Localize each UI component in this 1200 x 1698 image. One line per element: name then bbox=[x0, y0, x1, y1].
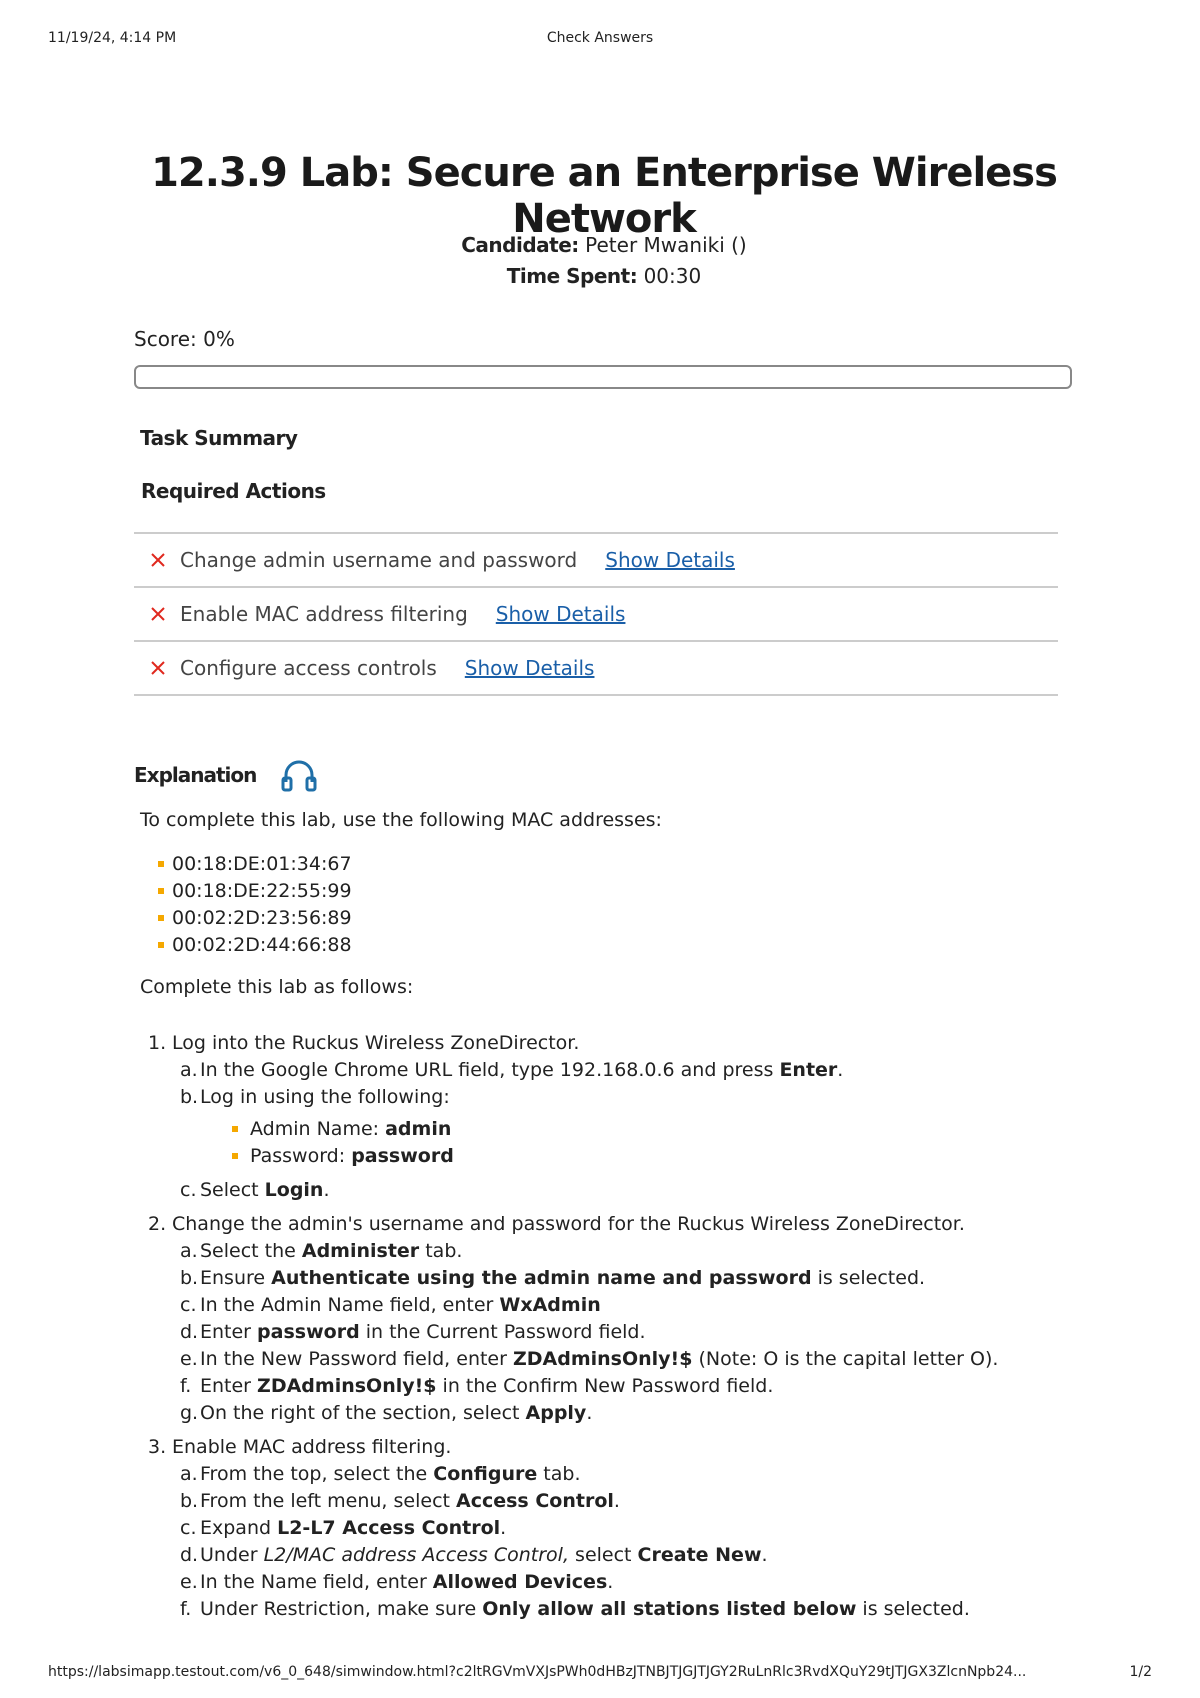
credential-item bbox=[232, 1143, 1074, 1170]
substep-text: . bbox=[607, 1571, 614, 1593]
substep-letter: c. bbox=[180, 1294, 197, 1316]
substep bbox=[172, 1265, 1074, 1292]
step-number: 1. bbox=[148, 1032, 167, 1054]
substeps bbox=[172, 1057, 1074, 1204]
substep-text: is selected. bbox=[811, 1267, 926, 1289]
substep-bold: ZDAdminsOnly!$ bbox=[257, 1375, 437, 1397]
substep-bold: L2-L7 Access Control bbox=[277, 1517, 501, 1539]
substep-text: In the Google Chrome URL field, type 192.168.0.6 and press bbox=[200, 1059, 780, 1081]
substep bbox=[172, 1488, 1074, 1515]
action-label: Enable MAC address filtering bbox=[180, 602, 468, 626]
action-row bbox=[134, 534, 1058, 588]
lab-title: 12.3.9 Lab: Secure an Enterprise Wireless Network bbox=[151, 150, 1057, 242]
substep-letter: d. bbox=[180, 1321, 199, 1343]
substep bbox=[172, 1515, 1074, 1542]
show-details-link[interactable]: Show Details bbox=[495, 602, 626, 626]
fail-x-icon bbox=[148, 550, 168, 570]
substep-text: . bbox=[613, 1490, 620, 1512]
substep-text: Enter bbox=[200, 1321, 258, 1343]
score-progress-bar bbox=[134, 365, 1072, 389]
lab-steps bbox=[134, 1030, 1074, 1623]
substep-text: Log in using the following: bbox=[200, 1086, 450, 1108]
print-title: Check Answers bbox=[546, 30, 654, 46]
mac-address-item: 00:02:2D:23:56:89 bbox=[158, 905, 352, 932]
substep-bold: Enter bbox=[779, 1059, 838, 1081]
substep-text: Under bbox=[200, 1544, 264, 1566]
explanation-heading: Explanation bbox=[134, 763, 257, 787]
substep bbox=[172, 1319, 1074, 1346]
substep-letter: b. bbox=[180, 1267, 199, 1289]
substep bbox=[172, 1400, 1074, 1427]
substep-bold: Login bbox=[264, 1179, 324, 1201]
step-text: Enable MAC address filtering. bbox=[172, 1436, 452, 1458]
action-row bbox=[134, 588, 1058, 642]
mac-address-item: 00:18:DE:22:55:99 bbox=[158, 878, 352, 905]
substep bbox=[172, 1346, 1074, 1373]
substep-letter: b. bbox=[180, 1086, 199, 1108]
step-1 bbox=[134, 1030, 1074, 1211]
required-actions-list bbox=[134, 532, 1058, 696]
substep-bold: Allowed Devices bbox=[432, 1571, 608, 1593]
step-text: Log into the Ruckus Wireless ZoneDirector. bbox=[172, 1032, 580, 1054]
credential-value: password bbox=[351, 1145, 454, 1167]
credential-item bbox=[232, 1116, 1074, 1143]
print-footer bbox=[48, 1664, 1152, 1684]
print-url: https://labsimapp.testout.com/v6_0_648/simwindow.html?c2ltRGVmVXJsPWh0dHBzJTNBJTJGJTJGY2RuLnRlc3RvdXQuY29tJTJGX3ZlcnNpb24... bbox=[48, 1664, 1027, 1680]
task-summary-heading: Task Summary bbox=[140, 426, 298, 450]
substep-letter: e. bbox=[180, 1571, 198, 1593]
substep-letter: a. bbox=[180, 1240, 198, 1262]
substep-bold: Only allow all stations listed below bbox=[482, 1598, 857, 1620]
substep-text: tab. bbox=[419, 1240, 463, 1262]
mac-address-item: 00:18:DE:01:34:67 bbox=[158, 851, 352, 878]
candidate-value: Peter Mwaniki () bbox=[585, 233, 747, 257]
substep-text: is selected. bbox=[856, 1598, 970, 1620]
substep-letter: c. bbox=[180, 1517, 197, 1539]
time-spent-value: 00:30 bbox=[643, 264, 702, 288]
substep bbox=[172, 1292, 1074, 1319]
substep-letter: f. bbox=[180, 1598, 192, 1620]
explanation-header bbox=[134, 758, 318, 792]
step-number: 3. bbox=[148, 1436, 167, 1458]
substep-text: . bbox=[323, 1179, 330, 1201]
show-details-link[interactable]: Show Details bbox=[464, 656, 595, 680]
score-label: Score: 0% bbox=[134, 327, 235, 351]
print-page-number: 1/2 bbox=[1129, 1664, 1152, 1680]
substep bbox=[172, 1177, 1074, 1204]
step-3 bbox=[134, 1434, 1074, 1623]
substep-bold: password bbox=[257, 1321, 360, 1343]
substep-text: From the top, select the bbox=[200, 1463, 434, 1485]
substep-bold: Create New bbox=[637, 1544, 762, 1566]
substep-letter: b. bbox=[180, 1490, 199, 1512]
substep-text: Select the bbox=[200, 1240, 302, 1262]
substep-bold: Configure bbox=[433, 1463, 538, 1485]
mac-address-list bbox=[158, 851, 352, 959]
action-row bbox=[134, 642, 1058, 696]
substep-text: Expand bbox=[200, 1517, 278, 1539]
substep-letter: e. bbox=[180, 1348, 198, 1370]
substep-text: tab. bbox=[537, 1463, 581, 1485]
complete-instructions: Complete this lab as follows: bbox=[140, 976, 414, 998]
substep-letter: g. bbox=[180, 1402, 199, 1424]
substep-italic: L2/MAC address Access Control, bbox=[263, 1544, 569, 1566]
step-number: 2. bbox=[148, 1213, 167, 1235]
substep bbox=[172, 1461, 1074, 1488]
headphone-icon[interactable] bbox=[280, 758, 318, 792]
substep bbox=[172, 1238, 1074, 1265]
substep-letter: f. bbox=[180, 1375, 192, 1397]
explanation-intro: To complete this lab, use the following MAC addresses: bbox=[140, 809, 662, 831]
substep-text: . bbox=[586, 1402, 593, 1424]
substep bbox=[172, 1569, 1074, 1596]
print-header bbox=[48, 30, 1152, 50]
substep-text: Under Restriction, make sure bbox=[200, 1598, 483, 1620]
substep-bold: WxAdmin bbox=[499, 1294, 601, 1316]
candidate-meta bbox=[134, 230, 1074, 292]
substep-text: In the Admin Name field, enter bbox=[200, 1294, 500, 1316]
substeps bbox=[172, 1461, 1074, 1623]
action-label: Change admin username and password bbox=[180, 548, 578, 572]
substep-bold: Authenticate using the admin name and password bbox=[271, 1267, 812, 1289]
candidate-label: Candidate: bbox=[461, 233, 579, 257]
substep bbox=[172, 1542, 1074, 1569]
substep-letter: d. bbox=[180, 1544, 199, 1566]
substep-text: In the New Password field, enter bbox=[200, 1348, 513, 1370]
substep-text: . bbox=[837, 1059, 844, 1081]
substep-text: (Note: O is the capital letter O). bbox=[692, 1348, 999, 1370]
substep-text: in the Current Password field. bbox=[359, 1321, 646, 1343]
step-2 bbox=[134, 1211, 1074, 1434]
substep-letter: a. bbox=[180, 1059, 198, 1081]
substep-text: . bbox=[500, 1517, 507, 1539]
action-label: Configure access controls bbox=[180, 656, 437, 680]
substep bbox=[172, 1373, 1074, 1400]
substep bbox=[172, 1596, 1074, 1623]
time-spent-label: Time Spent: bbox=[506, 264, 638, 288]
substep-text: On the right of the section, select bbox=[200, 1402, 526, 1424]
substep-text: From the left menu, select bbox=[200, 1490, 456, 1512]
substep-letter: c. bbox=[180, 1179, 197, 1201]
substep-text: Select bbox=[200, 1179, 265, 1201]
substep-text: in the Confirm New Password field. bbox=[436, 1375, 774, 1397]
required-actions-heading: Required Actions bbox=[141, 479, 326, 503]
print-date: 11/19/24, 4:14 PM bbox=[48, 30, 177, 46]
fail-x-icon bbox=[148, 658, 168, 678]
substep-text: . bbox=[761, 1544, 768, 1566]
substep-text: In the Name field, enter bbox=[200, 1571, 433, 1593]
mac-address-item: 00:02:2D:44:66:88 bbox=[158, 932, 352, 959]
step-text: Change the admin's username and password for the Ruckus Wireless ZoneDirector. bbox=[172, 1213, 965, 1235]
substeps bbox=[172, 1238, 1074, 1427]
substep-text: Ensure bbox=[200, 1267, 272, 1289]
substep bbox=[172, 1084, 1074, 1170]
substep-text: select bbox=[569, 1544, 638, 1566]
substep-bold: Apply bbox=[525, 1402, 587, 1424]
credential-label: Password: bbox=[250, 1145, 352, 1167]
substep-bold: Access Control bbox=[456, 1490, 614, 1512]
credential-label: Admin Name: bbox=[250, 1118, 386, 1140]
credentials-list bbox=[200, 1116, 1074, 1170]
substep-bold: Administer bbox=[301, 1240, 420, 1262]
fail-x-icon bbox=[148, 604, 168, 624]
credential-value: admin bbox=[385, 1118, 452, 1140]
substep-letter: a. bbox=[180, 1463, 198, 1485]
substep-bold: ZDAdminsOnly!$ bbox=[512, 1348, 693, 1370]
substep bbox=[172, 1057, 1074, 1084]
substep-text: Enter bbox=[200, 1375, 258, 1397]
show-details-link[interactable]: Show Details bbox=[605, 548, 735, 572]
